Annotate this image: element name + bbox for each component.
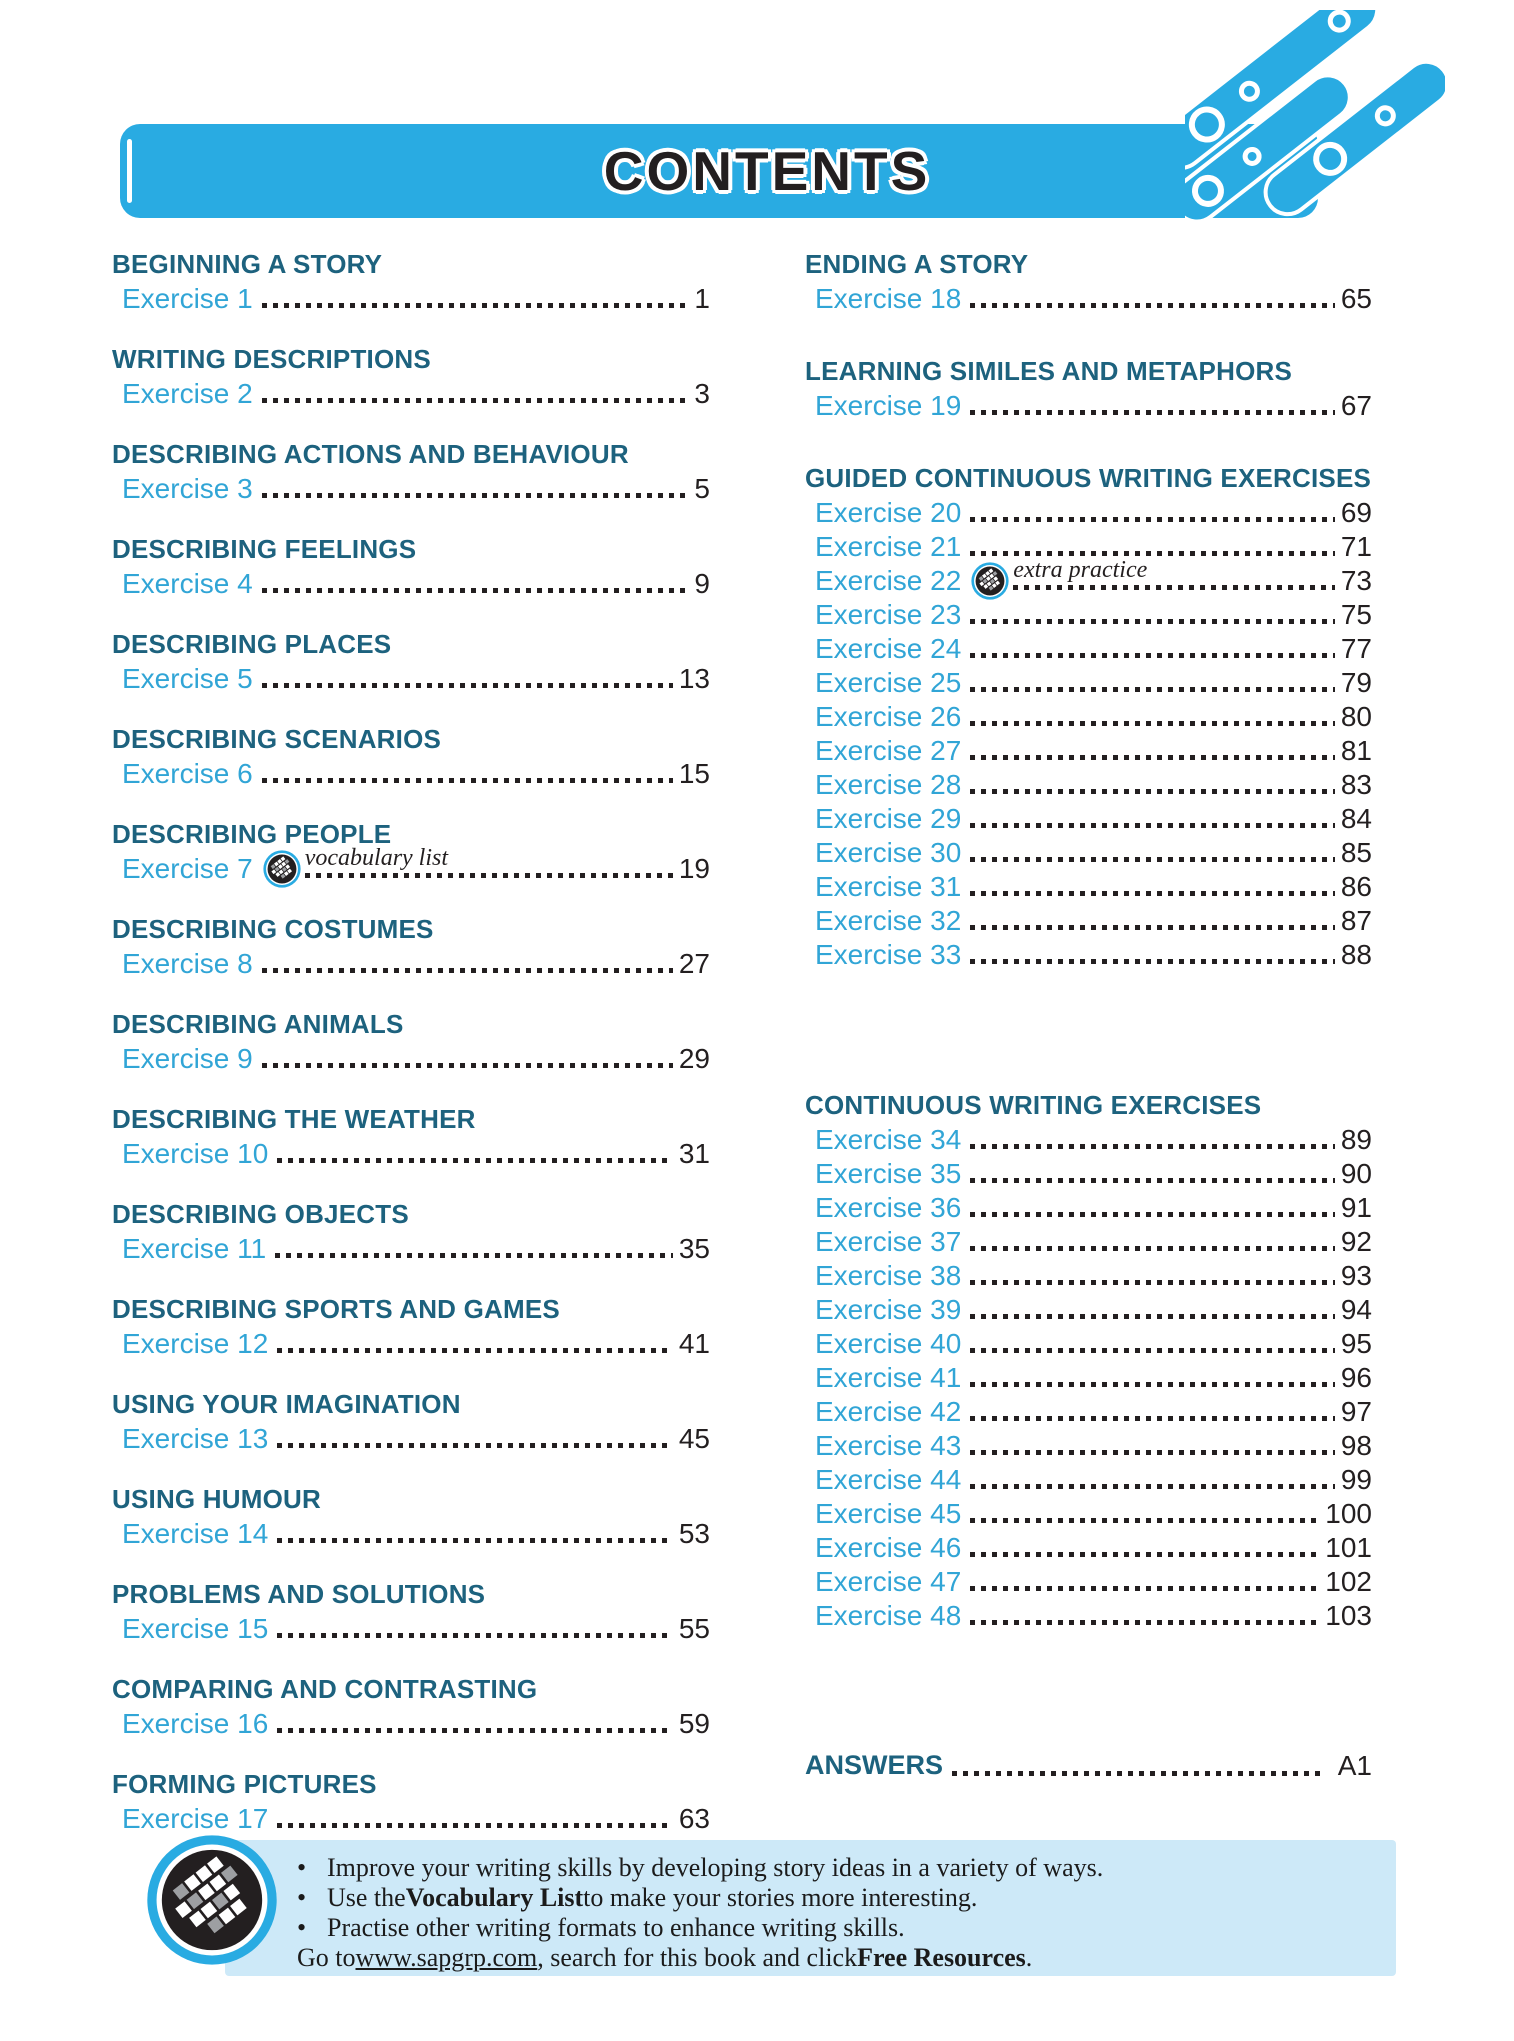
- toc-entry: [805, 1462, 1372, 1496]
- entry-page-number: 88: [1340, 939, 1372, 970]
- footer-text-part: to make your stories more interesting.: [583, 1883, 978, 1912]
- toc-section: [805, 1089, 1372, 1632]
- toc-section: [112, 913, 710, 980]
- footer-line: [297, 1943, 1396, 1973]
- leader-dots: [970, 1620, 1319, 1625]
- entry-page-number: 71: [1340, 531, 1372, 562]
- section-heading: ENDING A STORY: [805, 249, 1029, 279]
- entry-page-number: 86: [1340, 871, 1372, 902]
- leader-dots: [970, 303, 1335, 308]
- entry-page-number: 100: [1325, 1498, 1372, 1529]
- toc-entry: [805, 801, 1372, 835]
- entry-label: Exercise 12: [122, 1328, 269, 1359]
- toc-entry: [805, 937, 1372, 971]
- leader-dots: [970, 891, 1335, 896]
- entry-label: Exercise 23: [815, 599, 962, 630]
- leader-dots: [277, 1823, 673, 1828]
- entry-page-number: 98: [1340, 1430, 1372, 1461]
- leader-dots: [277, 1158, 673, 1163]
- leader-dots: [970, 653, 1335, 658]
- leader-dots: [262, 968, 673, 973]
- footer-text-part: Improve your writing skills by developing story ideas in a variety of ways.: [327, 1853, 1104, 1882]
- section-heading: DESCRIBING OBJECTS: [112, 1199, 409, 1229]
- footer-bullet: •: [297, 1853, 307, 1882]
- entry-label: Exercise 28: [815, 769, 962, 800]
- entry-page-number: 1: [694, 283, 710, 314]
- toc-entry: [112, 471, 710, 505]
- section-heading: GUIDED CONTINUOUS WRITING EXERCISES: [805, 463, 1372, 493]
- leader-dots: [970, 823, 1335, 828]
- entry-label: Exercise 43: [815, 1430, 962, 1461]
- toc-entry: [805, 631, 1372, 665]
- leader-dots: [970, 1212, 1335, 1217]
- entry-label: Exercise 45: [815, 1498, 962, 1529]
- toc-entry: [805, 665, 1372, 699]
- leader-dots: [970, 1280, 1335, 1285]
- entry-page-number: 80: [1340, 701, 1372, 732]
- entry-page-number: 67: [1340, 390, 1372, 421]
- toc-entry: [112, 1136, 710, 1170]
- leader-dots: [970, 410, 1335, 415]
- entry-label: Exercise 34: [815, 1124, 962, 1155]
- toc-section: [805, 355, 1372, 422]
- toc-entry: [805, 869, 1372, 903]
- entry-leader: [301, 845, 679, 885]
- toc-column-right: [805, 248, 1372, 1782]
- leader-dots: [970, 721, 1335, 726]
- entry-page-number: 77: [1340, 633, 1372, 664]
- toc-entry: [805, 1564, 1372, 1598]
- entry-page-number: 87: [1340, 905, 1372, 936]
- entry-page-number: 79: [1340, 667, 1372, 698]
- toc-entry: [805, 1598, 1372, 1632]
- toc-entry: [805, 1428, 1372, 1462]
- leader-dots: [970, 619, 1335, 624]
- leader-dots: [970, 1382, 1335, 1387]
- footer-text-part: Go to: [297, 1943, 356, 1972]
- entry-page-number: 59: [678, 1708, 710, 1739]
- section-heading: CONTINUOUS WRITING EXERCISES: [805, 1090, 1262, 1120]
- entry-page-number: 73: [1340, 565, 1372, 596]
- toc-section: [112, 438, 710, 505]
- entry-label: Exercise 32: [815, 905, 962, 936]
- leader-dots: [970, 755, 1335, 760]
- entry-label: Exercise 4: [122, 568, 253, 599]
- leader-dots: [262, 683, 673, 688]
- entry-label: Exercise 21: [815, 531, 962, 562]
- entry-label: Exercise 36: [815, 1192, 962, 1223]
- toc-entry: [805, 597, 1372, 631]
- toc-section: [112, 343, 710, 410]
- toc-entry: [805, 1292, 1372, 1326]
- entry-label: Exercise 29: [815, 803, 962, 834]
- leader-dots: [970, 959, 1335, 964]
- entry-label: Exercise 26: [815, 701, 962, 732]
- section-heading: COMPARING AND CONTRASTING: [112, 1674, 538, 1704]
- entry-page-number: 55: [678, 1613, 710, 1644]
- footer-line: [297, 1853, 1396, 1883]
- leader-dots: [1013, 585, 1335, 590]
- entry-label: Exercise 18: [815, 283, 962, 314]
- leader-dots: [970, 1314, 1335, 1319]
- entry-page-number: 35: [678, 1233, 710, 1264]
- entry-page-number: 69: [1340, 497, 1372, 528]
- entry-label: Exercise 9: [122, 1043, 253, 1074]
- footer-bullet: •: [297, 1913, 307, 1942]
- toc-entry: [805, 835, 1372, 869]
- entry-page-number: 103: [1325, 1600, 1372, 1631]
- leader-dots: [262, 493, 689, 498]
- entry-label: Exercise 6: [122, 758, 253, 789]
- toc-entry: [805, 1258, 1372, 1292]
- entry-label: Exercise 8: [122, 948, 253, 979]
- entry-page-number: 53: [678, 1518, 710, 1549]
- toc-section: [112, 1768, 710, 1835]
- toc-entry: [805, 1224, 1372, 1258]
- entry-label: Exercise 17: [122, 1803, 269, 1834]
- entry-label: Exercise 42: [815, 1396, 962, 1427]
- entry-page-number: 83: [1340, 769, 1372, 800]
- entry-page-number: 27: [678, 948, 710, 979]
- toc-section: [112, 1483, 710, 1550]
- toc-section: [112, 1008, 710, 1075]
- toc-entry: [805, 903, 1372, 937]
- entry-page-number: 99: [1340, 1464, 1372, 1495]
- toc-entry: [805, 1326, 1372, 1360]
- section-heading: USING HUMOUR: [112, 1484, 321, 1514]
- leader-dots: [970, 1586, 1319, 1591]
- leader-dots: [952, 1771, 1326, 1776]
- entry-page-number: 101: [1325, 1532, 1372, 1563]
- entry-label: Exercise 47: [815, 1566, 962, 1597]
- entry-page-number: 91: [1340, 1192, 1372, 1223]
- leader-dots: [970, 1246, 1335, 1251]
- entry-page-number: 31: [678, 1138, 710, 1169]
- sap-logo-icon: [146, 1834, 278, 1966]
- banner-highlight-line: [127, 139, 132, 203]
- entry-page-number: 102: [1325, 1566, 1372, 1597]
- toc-entry: [805, 733, 1372, 767]
- section-heading: ANSWERS: [805, 1750, 944, 1780]
- entry-page-number: 89: [1340, 1124, 1372, 1155]
- section-heading: PROBLEMS AND SOLUTIONS: [112, 1579, 486, 1609]
- leader-dots: [970, 789, 1335, 794]
- leader-dots: [970, 1416, 1335, 1421]
- entry-page-number: 97: [1340, 1396, 1372, 1427]
- toc-entry: [805, 1530, 1372, 1564]
- toc-entry: [112, 1041, 710, 1075]
- entry-label: Exercise 31: [815, 871, 962, 902]
- leader-dots: [970, 1552, 1319, 1557]
- toc-entry: [805, 281, 1372, 315]
- page-title: CONTENTS: [603, 140, 931, 202]
- section-heading: DESCRIBING SCENARIOS: [112, 724, 442, 754]
- entry-label: Exercise 16: [122, 1708, 269, 1739]
- entry-label: Exercise 13: [122, 1423, 269, 1454]
- toc-entry: [112, 661, 710, 695]
- footer-note-box: [225, 1840, 1396, 1976]
- section-heading: DESCRIBING FEELINGS: [112, 534, 417, 564]
- toc-entry: [805, 767, 1372, 801]
- entry-page-number: 19: [678, 853, 710, 884]
- section-heading: DESCRIBING ANIMALS: [112, 1009, 404, 1039]
- answers-row: [805, 1748, 1372, 1782]
- section-heading: LEARNING SIMILES AND METAPHORS: [805, 356, 1293, 386]
- entry-label: Exercise 7: [122, 853, 253, 884]
- entry-page-number: 95: [1340, 1328, 1372, 1359]
- section-heading: DESCRIBING COSTUMES: [112, 914, 434, 944]
- entry-label: Exercise 10: [122, 1138, 269, 1169]
- leader-dots: [305, 873, 673, 878]
- footer-text-part: Free Resources: [857, 1943, 1026, 1972]
- entry-page-number: 45: [678, 1423, 710, 1454]
- leader-dots: [970, 687, 1335, 692]
- entry-label: Exercise 48: [815, 1600, 962, 1631]
- toc-section: [112, 1103, 710, 1170]
- entry-label: Exercise 33: [815, 939, 962, 970]
- toc-column-left: [112, 248, 710, 1863]
- footer-bullet: •: [297, 1883, 307, 1912]
- toc-entry: [112, 1801, 710, 1835]
- toc-entry: [805, 1360, 1372, 1394]
- entry-label: Exercise 44: [815, 1464, 962, 1495]
- entry-label: Exercise 41: [815, 1362, 962, 1393]
- entry-page-number: 5: [694, 473, 710, 504]
- toc-entry: [805, 557, 1372, 597]
- footer-text-part: Practise other writing formats to enhance writing skills.: [327, 1913, 905, 1942]
- leader-dots: [970, 1178, 1335, 1183]
- section-heading: WRITING DESCRIPTIONS: [112, 344, 431, 374]
- entry-page-number: 96: [1340, 1362, 1372, 1393]
- toc-section: [112, 818, 710, 885]
- entry-label: Exercise 1: [122, 283, 253, 314]
- toc-entry: [805, 1496, 1372, 1530]
- footer-line: [297, 1913, 1396, 1943]
- footer-text-part: Use the: [327, 1883, 406, 1912]
- entry-page-number: 94: [1340, 1294, 1372, 1325]
- toc-section: [112, 533, 710, 600]
- toc-entry: [112, 281, 710, 315]
- toc-section: [805, 248, 1372, 315]
- section-heading: DESCRIBING PLACES: [112, 629, 392, 659]
- toc-section: [112, 1293, 710, 1360]
- toc-entry: [112, 1706, 710, 1740]
- entry-label: Exercise 3: [122, 473, 253, 504]
- footer-text-part: Vocabulary List: [405, 1883, 584, 1912]
- toc-entry: [112, 1516, 710, 1550]
- footer-line: [297, 1883, 1396, 1913]
- toc-section: [805, 1748, 1372, 1782]
- leader-dots: [262, 398, 689, 403]
- leader-dots: [970, 857, 1335, 862]
- toc-entry: [805, 388, 1372, 422]
- section-heading: USING YOUR IMAGINATION: [112, 1389, 461, 1419]
- entry-label: Exercise 27: [815, 735, 962, 766]
- contents-banner: [120, 124, 1318, 218]
- toc-section: [112, 628, 710, 695]
- leader-dots: [277, 1728, 673, 1733]
- footer-text-part: , search for this book and click: [537, 1943, 858, 1972]
- entry-page-number: 29: [678, 1043, 710, 1074]
- footer-text-part: .: [1025, 1943, 1033, 1972]
- toc-section: [112, 723, 710, 790]
- footer-link-text: www.sapgrp.com: [355, 1943, 538, 1972]
- leader-dots: [970, 551, 1335, 556]
- toc-entry: [805, 495, 1372, 529]
- entry-page-number: A1: [1337, 1750, 1372, 1781]
- toc-entry: [805, 1156, 1372, 1190]
- entry-label: Exercise 15: [122, 1613, 269, 1644]
- toc-section: [112, 1198, 710, 1265]
- entry-page-number: 92: [1340, 1226, 1372, 1257]
- entry-label: Exercise 40: [815, 1328, 962, 1359]
- leader-dots: [970, 1518, 1319, 1523]
- toc-entry: [112, 1421, 710, 1455]
- leader-dots: [970, 1144, 1335, 1149]
- toc-section: [805, 462, 1372, 971]
- entry-label: Exercise 11: [122, 1233, 267, 1264]
- toc-entry: [112, 946, 710, 980]
- entry-page-number: 93: [1340, 1260, 1372, 1291]
- section-heading: DESCRIBING PEOPLE: [112, 819, 392, 849]
- entry-label: Exercise 46: [815, 1532, 962, 1563]
- sap-logo-icon: [971, 562, 1009, 600]
- section-heading: DESCRIBING ACTIONS AND BEHAVIOUR: [112, 439, 629, 469]
- section-heading: BEGINNING A STORY: [112, 249, 383, 279]
- entry-label: Exercise 14: [122, 1518, 269, 1549]
- entry-page-number: 84: [1340, 803, 1372, 834]
- entry-label: Exercise 25: [815, 667, 962, 698]
- toc-entry: [112, 1231, 710, 1265]
- toc-section: [112, 1388, 710, 1455]
- entry-page-number: 65: [1340, 283, 1372, 314]
- entry-label: Exercise 20: [815, 497, 962, 528]
- toc-entry: [805, 699, 1372, 733]
- toc-entry: [112, 1326, 710, 1360]
- craft-sticks-decoration: [1185, 10, 1445, 230]
- toc-entry: [805, 1122, 1372, 1156]
- entry-page-number: 41: [678, 1328, 710, 1359]
- entry-label: Exercise 35: [815, 1158, 962, 1189]
- leader-dots: [277, 1538, 673, 1543]
- entry-page-number: 15: [678, 758, 710, 789]
- section-heading: DESCRIBING SPORTS AND GAMES: [112, 1294, 560, 1324]
- entry-label: Exercise 22: [815, 565, 962, 596]
- toc-entry: [805, 1190, 1372, 1224]
- toc-entry: [805, 1394, 1372, 1428]
- leader-dots: [275, 1253, 673, 1258]
- entry-page-number: 63: [678, 1803, 710, 1834]
- toc-entry: [112, 1611, 710, 1645]
- toc-section: [112, 1578, 710, 1645]
- leader-dots: [970, 1348, 1335, 1353]
- entry-leader: [1009, 557, 1341, 597]
- entry-page-number: 3: [694, 378, 710, 409]
- toc-section: [112, 248, 710, 315]
- section-heading: DESCRIBING THE WEATHER: [112, 1104, 476, 1134]
- leader-dots: [970, 1484, 1335, 1489]
- entry-page-number: 9: [694, 568, 710, 599]
- entry-label: Exercise 24: [815, 633, 962, 664]
- leader-dots: [970, 1450, 1335, 1455]
- entry-label: Exercise 38: [815, 1260, 962, 1291]
- toc-entry: [112, 376, 710, 410]
- entry-page-number: 85: [1340, 837, 1372, 868]
- entry-page-number: 75: [1340, 599, 1372, 630]
- entry-label: Exercise 2: [122, 378, 253, 409]
- entry-label: Exercise 30: [815, 837, 962, 868]
- leader-dots: [262, 303, 689, 308]
- leader-dots: [262, 1063, 673, 1068]
- section-heading: FORMING PICTURES: [112, 1769, 377, 1799]
- leader-dots: [970, 925, 1335, 930]
- toc-section: [112, 1673, 710, 1740]
- leader-dots: [262, 778, 673, 783]
- footer-note-text: [297, 1853, 1396, 1973]
- toc-entry: [112, 845, 710, 885]
- entry-label: Exercise 37: [815, 1226, 962, 1257]
- entry-label: Exercise 5: [122, 663, 253, 694]
- entry-page-number: 90: [1340, 1158, 1372, 1189]
- toc-entry: [112, 756, 710, 790]
- leader-dots: [262, 588, 689, 593]
- sap-logo-icon: [263, 850, 301, 888]
- toc-entry: [112, 566, 710, 600]
- leader-dots: [277, 1633, 673, 1638]
- entry-tag-label: vocabulary list: [304, 845, 449, 871]
- entry-page-number: 13: [678, 663, 710, 694]
- leader-dots: [970, 517, 1335, 522]
- entry-tag-label: extra practice: [1013, 557, 1148, 583]
- leader-dots: [277, 1443, 673, 1448]
- entry-page-number: 81: [1340, 735, 1372, 766]
- entry-label: Exercise 19: [815, 390, 962, 421]
- entry-label: Exercise 39: [815, 1294, 962, 1325]
- leader-dots: [277, 1348, 673, 1353]
